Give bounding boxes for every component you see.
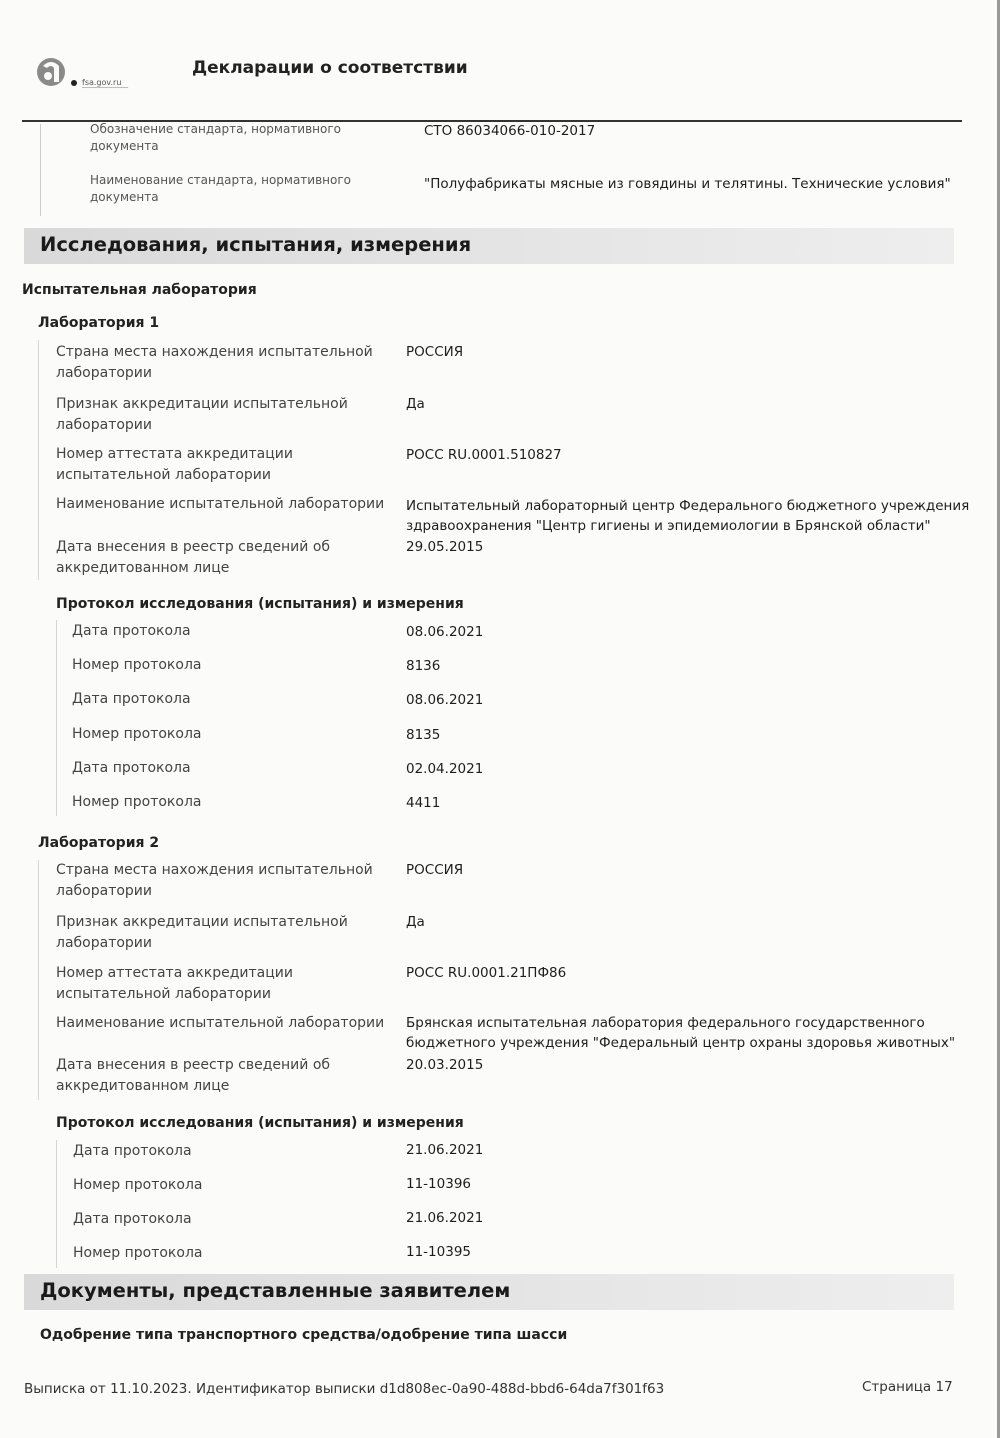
lab1-protocol3-number-value: 4411 <box>406 795 441 811</box>
lab1-accreditation-label: Признак аккредитации испытательной лаборатории <box>56 396 348 433</box>
lab2-name-label: Наименование испытательной лаборатории <box>56 1015 385 1031</box>
lab2-name-value-line1: Брянская испытательная лаборатория федерального государственного <box>406 1015 925 1031</box>
lab2-accreditation-label: Признак аккредитации испытательной лаборатории <box>56 914 348 951</box>
lab1-certificate-label: Номер аттестата аккредитации испытательной лаборатории <box>56 446 293 483</box>
sidebar-guide-line <box>40 124 41 216</box>
lab1-country-value: РОССИЯ <box>406 344 464 360</box>
lab2-certificate-value: РОСС RU.0001.21ПФ86 <box>406 965 567 981</box>
lab2-protocol-guide-line <box>56 1140 57 1268</box>
test-lab-heading: Испытательная лаборатория <box>22 282 257 298</box>
lab2-name-value-line2: бюджетного учреждения "Федеральный центр охраны здоровья животных" <box>406 1035 956 1051</box>
footer-page-number: Страница 17 <box>862 1379 953 1395</box>
lab1-protocol3-date-value: 02.04.2021 <box>406 761 484 777</box>
lab1-name-value-line1: Испытательный лабораторный центр Федерального бюджетного учреждения <box>406 498 970 514</box>
page-title: Декларации о соответствии <box>192 58 468 78</box>
documents-item: Одобрение типа транспортного средства/одобрение типа шасси <box>40 1327 568 1343</box>
lab1-accreditation-value: Да <box>406 396 425 412</box>
lab1-title: Лаборатория 1 <box>38 315 160 331</box>
documents-section-title: Документы, представленные заявителем <box>40 1279 511 1302</box>
lab2-protocol2-date-value: 21.06.2021 <box>406 1210 484 1226</box>
lab2-protocol1-date-value: 21.06.2021 <box>406 1142 484 1158</box>
footer-extract-id: Выписка от 11.10.2023. Идентификатор выписки d1d808ec-0a90-488d-bbd6-64da7f301f63 <box>24 1381 665 1397</box>
lab1-protocol2-number-label: Номер протокола <box>72 726 202 742</box>
lab1-name-value-line2: здравоохранения "Центр гигиены и эпидемиологии в Брянской области" <box>406 518 931 534</box>
lab2-protocol2-number-label: Номер протокола <box>73 1245 203 1261</box>
lab1-protocol-guide-line <box>56 620 57 816</box>
lab1-name-label: Наименование испытательной лаборатории <box>56 496 385 512</box>
lab1-protocol1-number-label: Номер протокола <box>72 657 202 673</box>
lab1-registry-label: Дата внесения в реестр сведений об аккредитованном лице <box>56 539 331 576</box>
lab2-certificate-label: Номер аттестата аккредитации испытательной лаборатории <box>56 965 293 1002</box>
lab2-protocol1-date-label: Дата протокола <box>73 1143 192 1159</box>
logo-site-text: fsa.gov.ru <box>82 78 122 87</box>
lab1-protocol3-date-label: Дата протокола <box>72 760 191 776</box>
lab2-protocol2-date-label: Дата протокола <box>73 1211 192 1227</box>
lab2-protocol-heading: Протокол исследования (испытания) и измерения <box>56 1115 464 1131</box>
lab2-registry-value: 20.03.2015 <box>406 1057 484 1073</box>
lab1-protocol3-number-label: Номер протокола <box>72 794 202 810</box>
lab2-accreditation-value: Да <box>406 914 425 930</box>
lab1-protocol1-date-label: Дата протокола <box>72 623 191 639</box>
lab1-registry-value: 29.05.2015 <box>406 539 484 555</box>
lab2-protocol1-number-label: Номер протокола <box>73 1177 203 1193</box>
lab2-registry-label: Дата внесения в реестр сведений об аккредитованном лице <box>56 1057 331 1094</box>
lab2-protocol1-number-value: 11-10396 <box>406 1176 471 1192</box>
lab1-country-label: Страна места нахождения испытательной лаборатории <box>56 344 373 381</box>
lab1-protocol1-date-value: 08.06.2021 <box>406 624 484 640</box>
lab2-protocol2-number-value: 11-10395 <box>406 1244 471 1260</box>
standard-designation-label: Обозначение стандарта, нормативного документа <box>90 122 342 153</box>
lab1-protocol2-date-value: 08.06.2021 <box>406 692 484 708</box>
standard-name-value: "Полуфабрикаты мясные из говядины и телятины. Технические условия" <box>424 176 951 192</box>
lab2-title: Лаборатория 2 <box>38 835 160 851</box>
lab1-protocol2-date-label: Дата протокола <box>72 691 191 707</box>
lab1-protocol-heading: Протокол исследования (испытания) и измерения <box>56 596 464 612</box>
standard-name-label: Наименование стандарта, нормативного документа <box>90 173 351 204</box>
lab1-certificate-value: РОСС RU.0001.510827 <box>406 447 562 463</box>
lab2-country-value: РОССИЯ <box>406 862 464 878</box>
logo-subtext-decoration: ▔▔▔▔▔▔▔▔▔▔▔▔ <box>82 88 129 94</box>
lab2-guide-line <box>38 860 39 1100</box>
lab1-protocol1-number-value: 8136 <box>406 658 441 674</box>
lab1-guide-line <box>38 340 39 580</box>
lab1-protocol2-number-value: 8135 <box>406 727 441 743</box>
lab2-country-label: Страна места нахождения испытательной лаборатории <box>56 862 373 899</box>
standard-designation-value: СТО 86034066-010-2017 <box>424 123 596 139</box>
research-section-title: Исследования, испытания, измерения <box>40 233 472 256</box>
